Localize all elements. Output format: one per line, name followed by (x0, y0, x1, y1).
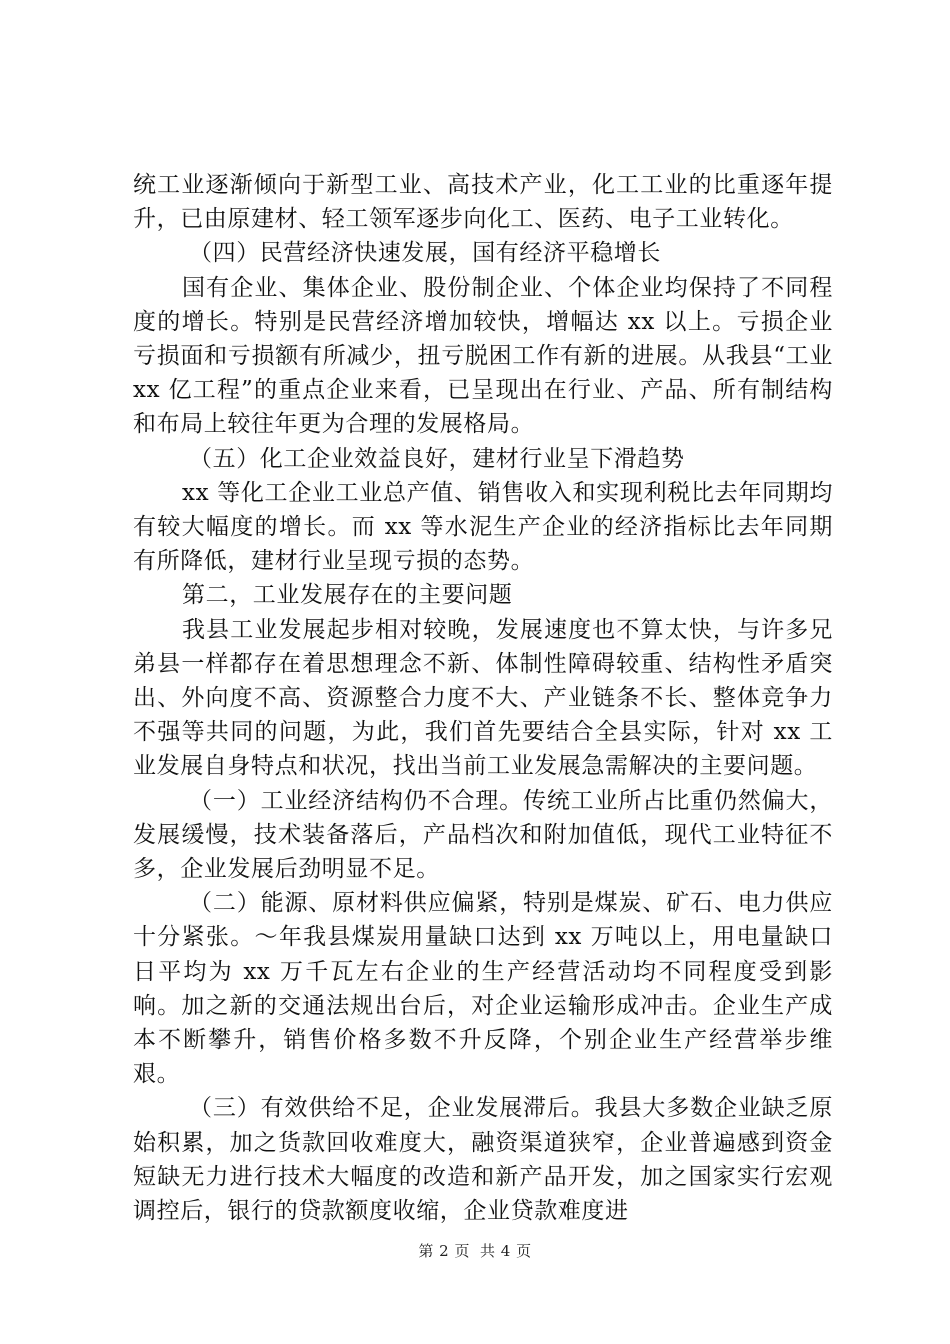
paragraph-problem-3: （三）有效供给不足，企业发展滞后。我县大多数企业缺乏原始积累，加之货款回收难度大，融资渠道狭窄，企业普遍感到资金短缺无力进行技术大幅度的改造和新产品开发，加之国家实行宏观调控后，银行的贷款额度收缩，企业贷款难度进 (133, 1095, 833, 1225)
page-total: 共 4 页 (480, 1242, 532, 1260)
section-heading-4: （四）民营经济快速发展，国有经济平稳增长 (189, 240, 661, 267)
paragraph-problem-2: （二）能源、原材料供应偏紧，特别是煤炭、矿石、电力供应十分紧张。～年我县煤炭用量缺口达到 xx 万吨以上，用电量缺口日平均为 xx 万千瓦左右企业的生产经营活动均不同程度受到影响。加之新的交通法规出台后，对企业运输形成冲击。企业生产成本不断攀升，销售价格多数不升反降，个别企业生产经营举步维艰。 (133, 890, 833, 1088)
section-title-problems: 第二，工业发展存在的主要问题 (182, 582, 513, 609)
section-heading-5: （五）化工企业效益良好，建材行业呈下滑趋势 (189, 445, 685, 472)
page-number: 第 2 页 (418, 1242, 470, 1260)
paragraph-problem-1: （一）工业经济结构仍不合理。传统工业所占比重仍然偏大，发展缓慢，技术装备落后，产品档次和附加值低，现代工业特征不多，企业发展后劲明显不足。 (133, 787, 833, 883)
paragraph-private-economy: 国有企业、集体企业、股份制企业、个体企业均保持了不同程度的增长。特别是民营经济增加较快，增幅达 xx 以上。亏损企业亏损面和亏损额有所减少，扭亏脱困工作有新的进展。从我县“工业 xx 亿工程”的重点企业来看，已呈现出在行业、产品、所有制结构和布局上较往年更为合理的发展格局。 (133, 274, 833, 438)
paragraph-chemical-industry: xx 等化工企业工业总产值、销售收入和实现利税比去年同期均有较大幅度的增长。而 xx 等水泥生产企业的经济指标比去年同期有所降低，建材行业呈现亏损的态势。 (133, 479, 833, 575)
page-footer (0, 1240, 950, 1261)
document-body (133, 168, 833, 1228)
paragraph-problems-intro: 我县工业发展起步相对较晚，发展速度也不算太快，与许多兄弟县一样都存在着思想理念不新、体制性障碍较重、结构性矛盾突出、外向度不高、资源整合力度不大、产业链条不长、整体竞争力不强等共同的问题，为此，我们首先要结合全县实际，针对 xx 工业发展自身特点和状况，找出当前工业发展急需解决的主要问题。 (133, 616, 833, 780)
paragraph-continuation: 统工业逐渐倾向于新型工业、高技术产业，化工工业的比重逐年提升，已由原建材、轻工领军逐步向化工、医药、电子工业转化。 (133, 172, 833, 233)
